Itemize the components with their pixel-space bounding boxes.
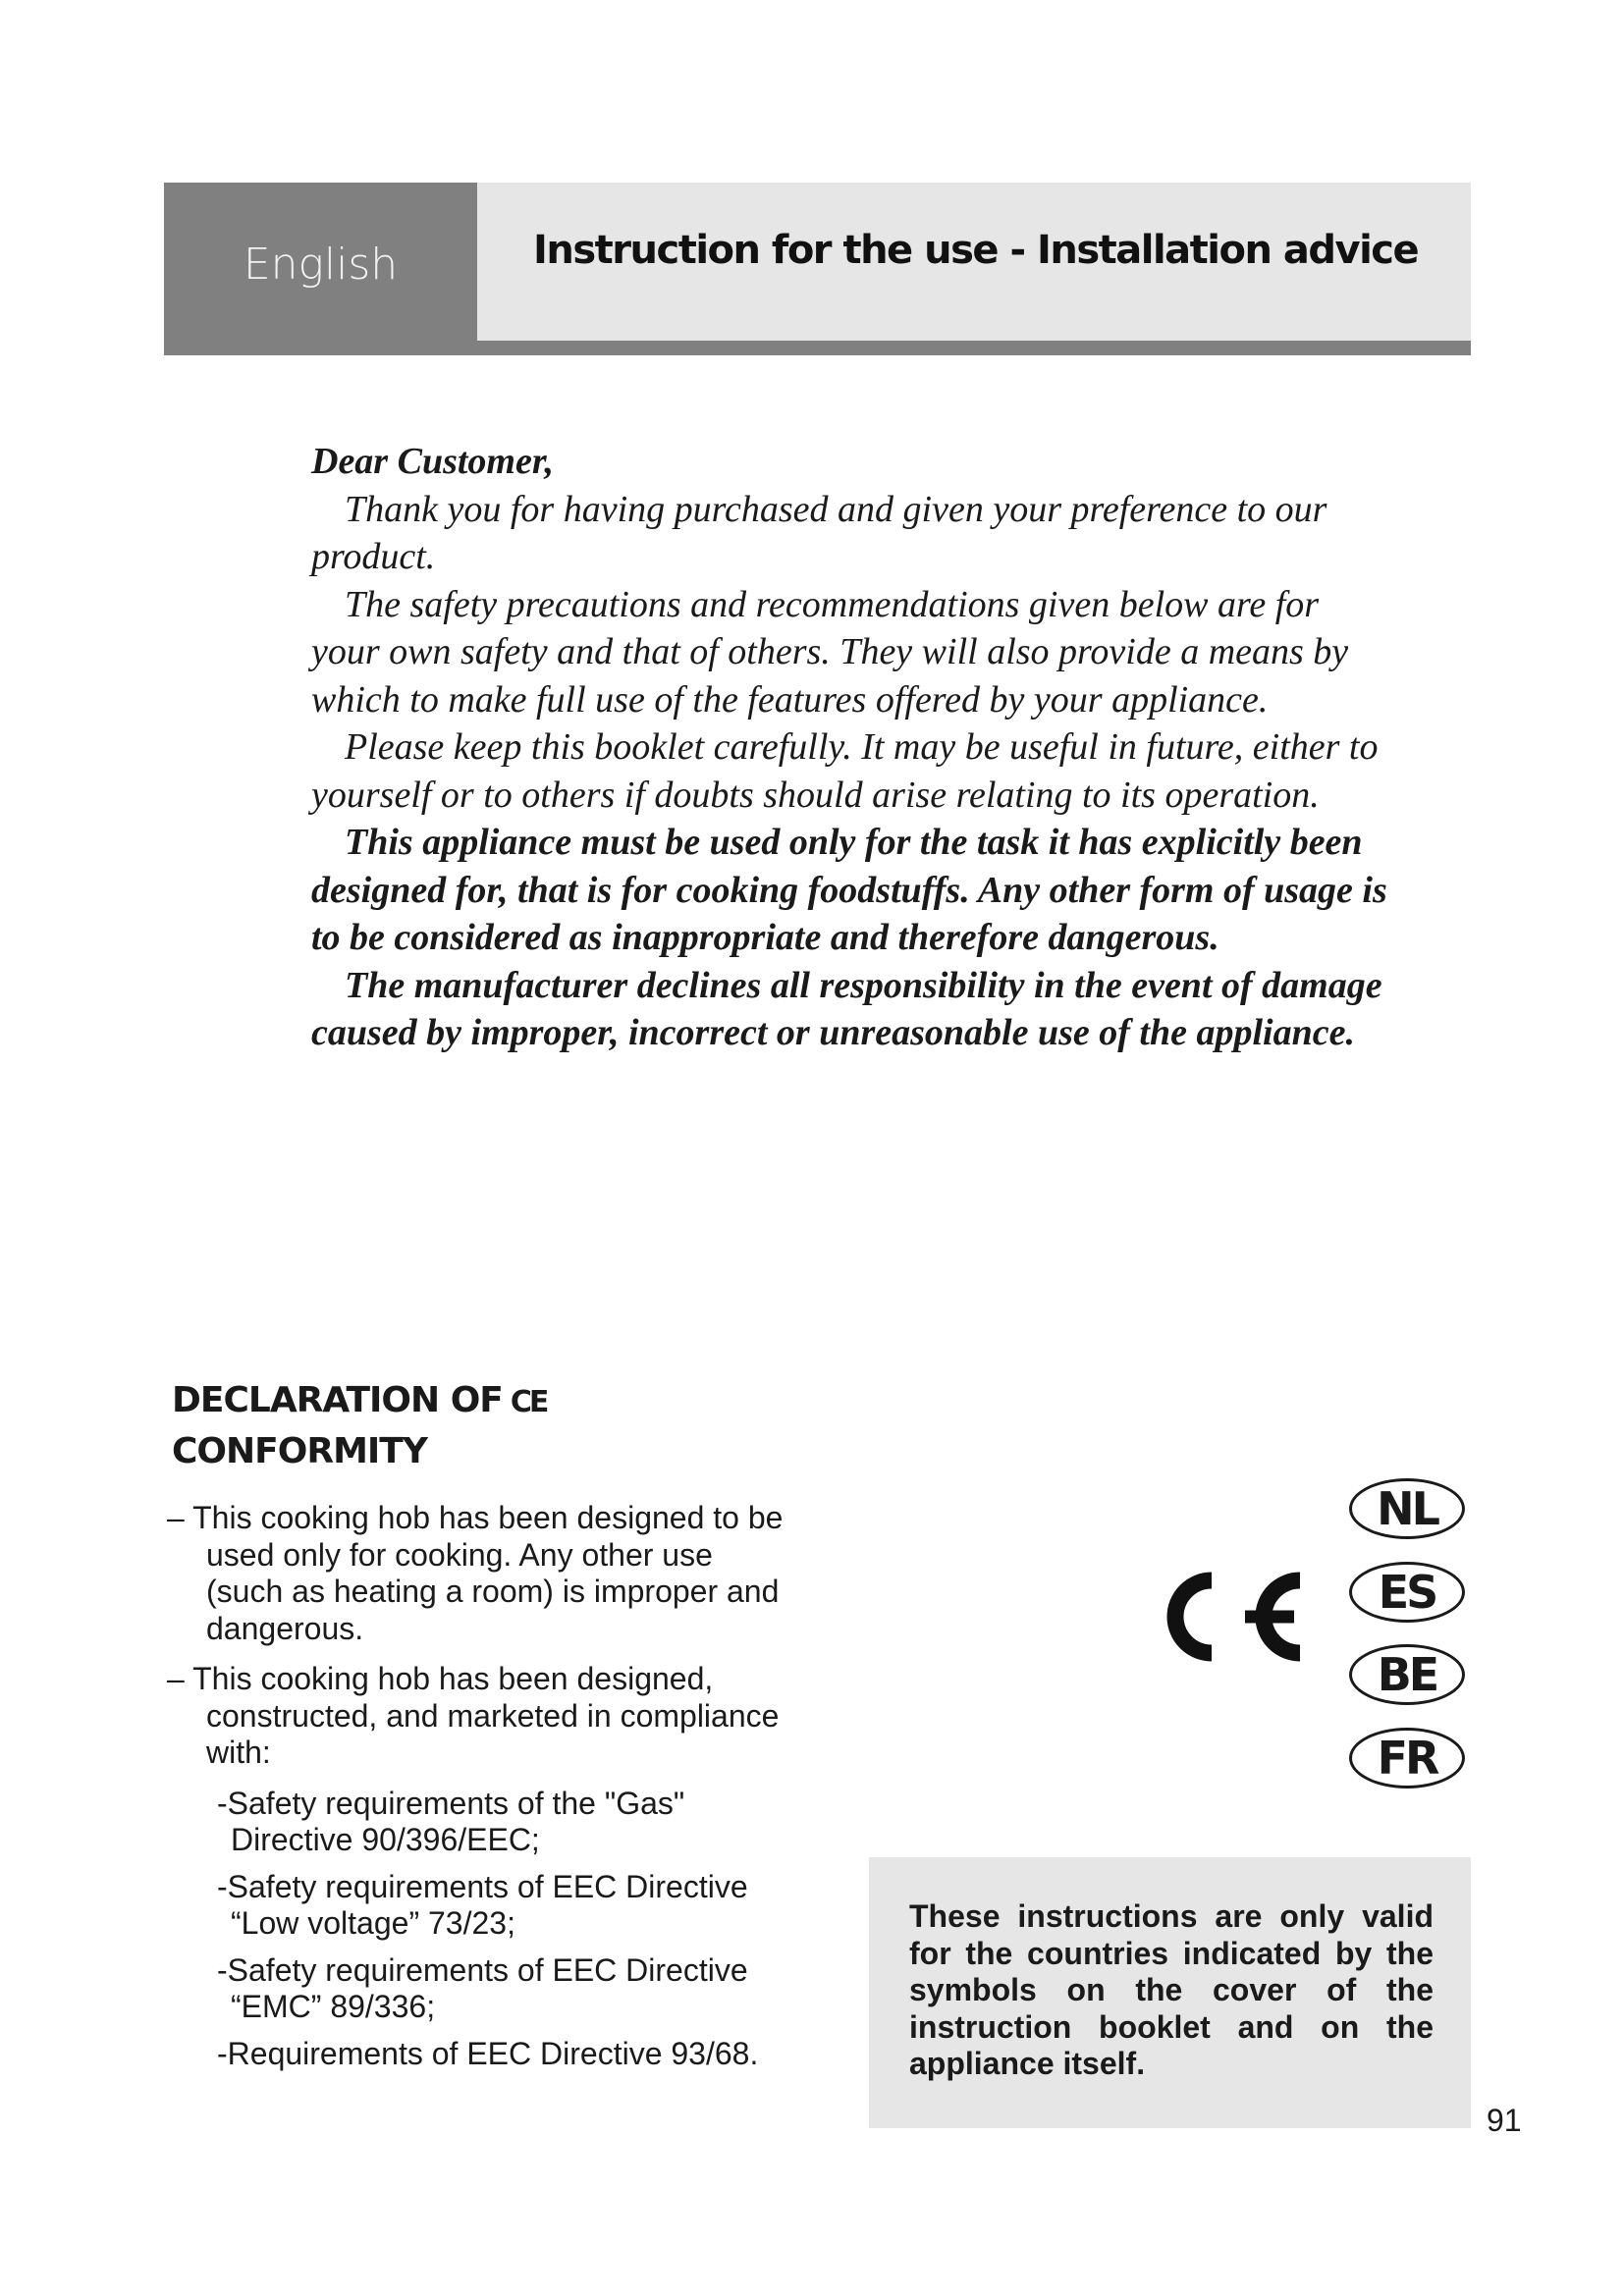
declaration-heading-line2: CONFORMITY xyxy=(172,1431,427,1471)
language-tab: English xyxy=(164,183,477,355)
page-title: Instruction for the use - Installation advice xyxy=(533,228,1419,273)
country-badge-be: BE xyxy=(1349,1644,1465,1705)
country-badge-es: ES xyxy=(1349,1562,1465,1623)
page-number: 91 xyxy=(1487,2103,1522,2138)
country-badge-fr: FR xyxy=(1349,1728,1465,1789)
declaration-list xyxy=(167,1500,795,2082)
requirement-item: -Requirements of EEC Directive 93/68. xyxy=(217,2035,759,2071)
validity-notice: These instructions are only valid for the countries indicated by the symbols on the cover of the instruction booklet and on the appliance itself. xyxy=(869,1857,1471,2128)
ce-mark-inline: CE xyxy=(510,1385,547,1419)
requirement-item: -Safety requirements of EEC Directive “EMC” 89/336; xyxy=(217,1951,748,2024)
requirement-item: -Safety requirements of EEC Directive “Low voltage” 73/23; xyxy=(217,1868,748,1941)
usage-warning: This appliance must be used only for the task it has explicitly been designed for, that is for cooking foodstuffs. Any other form of usage is to be considered as inappropriate and therefore dangerous. xyxy=(311,822,1387,958)
header-divider xyxy=(164,341,1471,355)
liability-warning: The manufacturer declines all responsibility in the event of damage caused by improper, incorrect or unreasonable use of the appliance. xyxy=(311,964,1382,1053)
page-header xyxy=(164,183,1471,355)
declaration-heading-line1: DECLARATION OF xyxy=(172,1380,503,1420)
intro-paragraph: Thank you for having purchased and given your preference to our product. xyxy=(311,488,1327,577)
declaration-item: – This cooking hob has been designed to be used only for cooking. Any other use (such as heating a room) is improper and dangerous. xyxy=(167,1500,784,1646)
intro-letter xyxy=(311,438,1391,1057)
ce-logo-icon xyxy=(1143,1563,1320,1671)
intro-paragraph: The safety precautions and recommendations given below are for your own safety and that of others. They will also provide a means by which to make full use of the features offered by your appliance. xyxy=(311,583,1349,721)
declaration-item: – This cooking hob has been designed, constructed, and marketed in compliance with: xyxy=(167,1661,780,1770)
requirement-item: -Safety requirements of the "Gas" Directive 90/396/EEC; xyxy=(217,1785,685,1857)
greeting: Dear Customer, xyxy=(311,441,555,482)
intro-paragraph: Please keep this booklet carefully. It may be useful in future, either to yourself or to others if doubts should arise relating to its operation. xyxy=(311,726,1379,816)
declaration-heading xyxy=(172,1376,546,1476)
ce-logo xyxy=(1143,1563,1320,1671)
country-badge-nl: NL xyxy=(1349,1478,1465,1539)
